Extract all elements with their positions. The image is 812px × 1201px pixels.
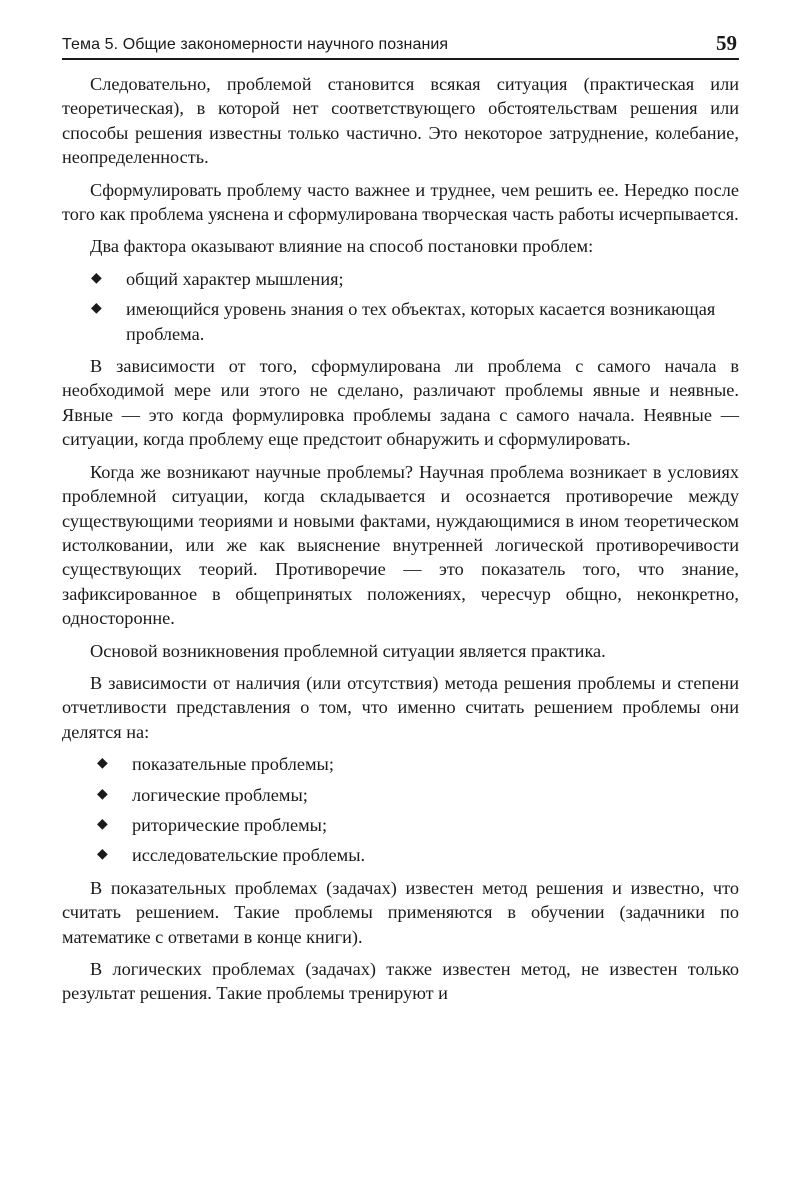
paragraph-5: Когда же возникают научные проблемы? Научная проблема возникает в условиях проблемной ситуации, когда складывается и осознается противоречие между существующими теориями и новыми фактами, нуждающимися в ином теоретическом истолковании, или же как выяснение внутренней логической противоречивости существующих теорий. Противоречие — это показатель того, что знание, зафиксированное в общепринятых положениях, чересчур общно, неконкретно, односторонне. [62, 461, 739, 629]
diamond-bullet-icon: ◆ [91, 301, 102, 317]
diamond-bullet-icon: ◆ [97, 816, 108, 832]
paragraph-3: Два фактора оказывают влияние на способ постановки проблем: [90, 236, 594, 257]
list-item-text: риторические проблемы; [132, 814, 328, 835]
paragraph-1: Следовательно, проблемой становится всякая ситуация (практическая или теоретическая), в которой нет соответствующего обстоятельствам решения или способы решения известны только частично. Это некоторое затруднение, колебание, неопределенность. [62, 74, 739, 168]
list-item-text: показательные проблемы; [132, 754, 334, 775]
page-number: 59 [716, 31, 737, 55]
list-item-text: исследовательские проблемы. [132, 845, 366, 866]
paragraph-8: В показательных проблемах (задачах) известен метод решения и известно, что считать решением. Такие проблемы применяются в обучении (задачники по математике с ответами в конце книги). [62, 877, 739, 947]
list-item [62, 843, 739, 867]
list-item-text: логические проблемы; [132, 784, 308, 805]
diamond-bullet-icon: ◆ [91, 270, 102, 286]
paragraph-9: В логических проблемах (задачах) также известен метод, не известен только результат решения. Такие проблемы тренируют и [62, 959, 739, 1004]
paragraph-4: В зависимости от того, сформулирована ли проблема с самого начала в необходимой мере или этого не сделано, различают проблемы явные и неявные. Явные — это когда формулировка проблемы задана с самого начала. Неявные — ситуации, когда проблему еще предстоит обнаружить и сформулировать. [62, 356, 739, 450]
book-page [62, 32, 739, 1014]
chapter-title: Тема 5. Общие закономерности научного познания [62, 36, 449, 53]
list-item [62, 813, 739, 837]
diamond-bullet-icon: ◆ [97, 756, 108, 772]
list-item [62, 752, 739, 776]
list-item-text: имеющийся уровень знания о тех объектах, которых касается возникающая проблема. [126, 299, 716, 344]
list-item [62, 297, 739, 346]
factors-list [62, 267, 739, 346]
diamond-bullet-icon: ◆ [97, 786, 108, 802]
list-item-text: общий характер мышления; [126, 268, 344, 289]
list-item [62, 267, 739, 291]
page-body [62, 72, 739, 1006]
list-item [62, 783, 739, 807]
problem-types-list [62, 752, 739, 868]
running-header [62, 32, 739, 60]
paragraph-2: Сформулировать проблему часто важнее и труднее, чем решить ее. Нередко после того как проблема уяснена и сформулирована творческая часть работы исчерпывается. [62, 179, 739, 225]
diamond-bullet-icon: ◆ [97, 847, 108, 863]
paragraph-6: Основой возникновения проблемной ситуации является практика. [90, 640, 606, 661]
paragraph-7: В зависимости от наличия (или отсутствия) метода решения проблемы и степени отчетливости представления о том, что именно считать решением проблемы они делятся на: [62, 672, 739, 742]
